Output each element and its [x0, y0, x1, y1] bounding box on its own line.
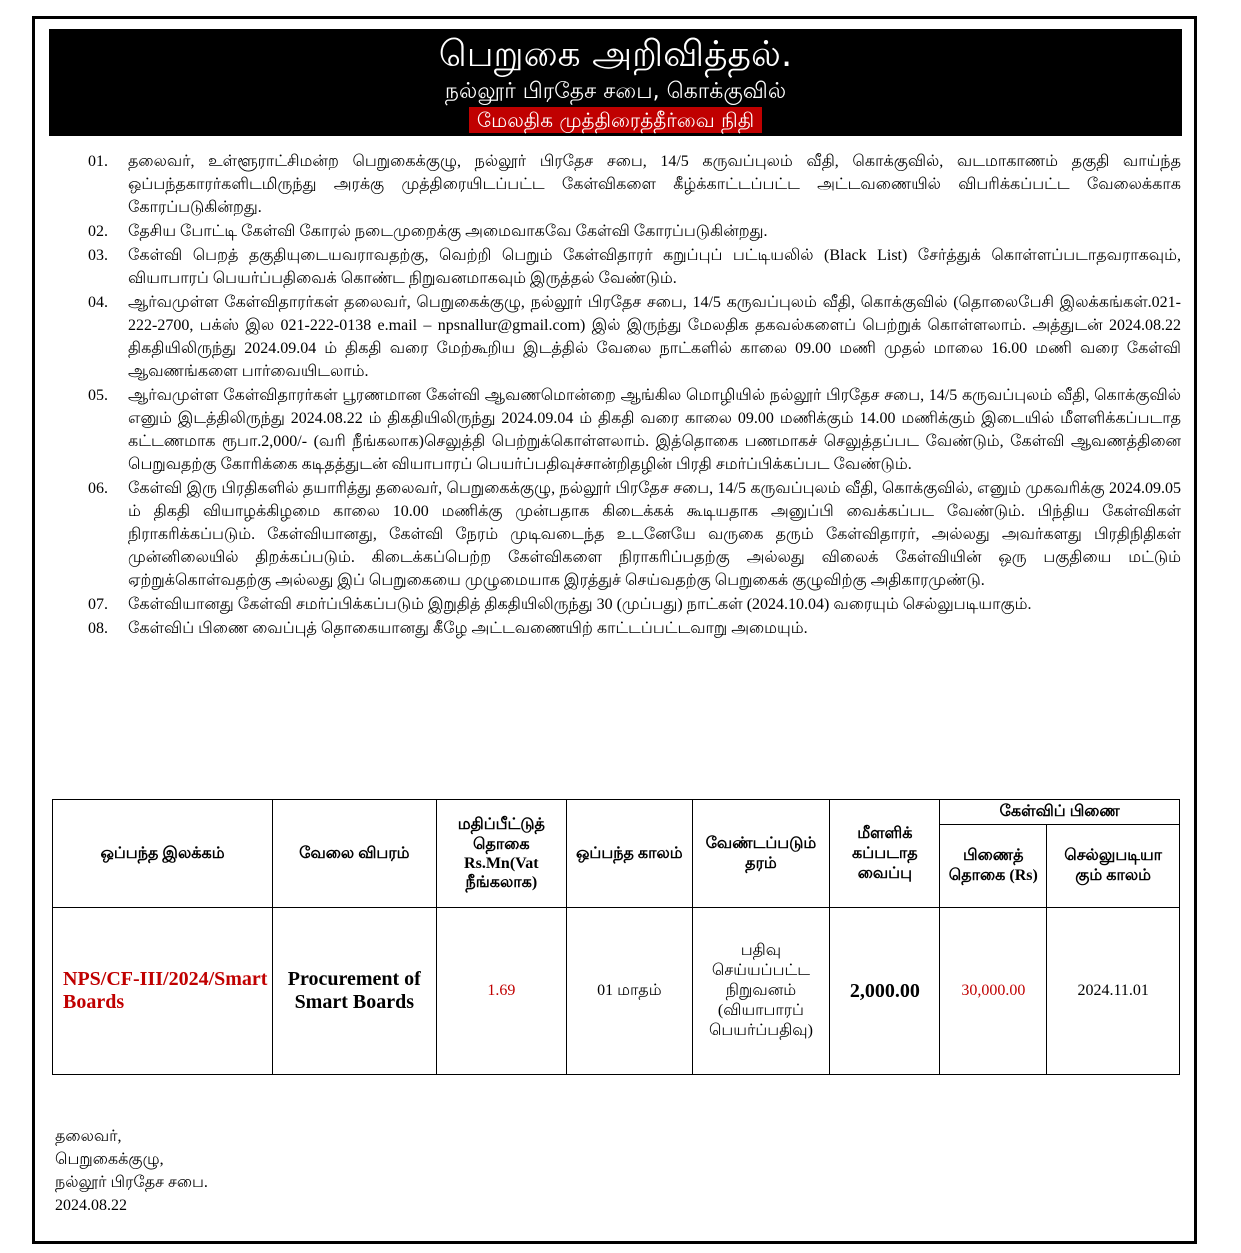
nonrefundable-deposit: 2,000.00: [830, 908, 940, 1075]
item-number: 08.: [88, 620, 108, 637]
notice-items: [88, 150, 1181, 641]
item-number: 06.: [88, 480, 108, 497]
item-number: 01.: [88, 153, 108, 170]
table-header-row: [53, 800, 1180, 825]
list-item: [88, 150, 1181, 219]
council-name: நல்லூர் பிரதேச சபை, கொக்குவில்: [444, 79, 787, 104]
item-number: 03.: [88, 247, 108, 264]
header-bond-group: கேள்விப் பிணை: [940, 800, 1180, 825]
item-text: கேள்விப் பிணை வைப்புத் தொகையானது கீழே அட்டவணையிற் காட்டப்பட்டவாறு அமையும்.: [128, 620, 808, 637]
estimate-value: 1.69: [436, 908, 567, 1075]
fund-label: மேலதிக முத்திரைத்தீர்வை நிதி: [469, 107, 762, 133]
bond-amount: 30,000.00: [940, 908, 1047, 1075]
item-text: கேள்வி பெறத் தகுதியுடையவராவதற்கு, வெற்றி பெறும் கேள்விதாரர் கறுப்புப் பட்டியலில் (Black List) சேர்த்துக் கொள்ளப்படாதவராகவும், வியாபாரப் பெயர்ப்பதிவைக் கொண்ட நிறுவனமாகவும் இருத்தல் வேண்டும்.: [128, 247, 1181, 287]
signature-date: 2024.08.22: [55, 1197, 127, 1214]
item-text: தேசிய போட்டி கேள்வி கோரல் நடைமுறைக்கு அமைவாகவே கேள்வி கோரப்படுகின்றது.: [128, 223, 768, 240]
header-bond-amount: பிணைத் தொகை (Rs): [940, 825, 1047, 908]
item-number: 05.: [88, 387, 108, 404]
header-nonrefund: மீளளிக் கப்படாத வைப்பு: [830, 800, 940, 908]
list-item: [88, 244, 1181, 290]
item-text: தலைவர், உள்ளூராட்சிமன்ற பெறுகைக்குழு, நல்லூர் பிரதேச சபை, 14/5 கருவப்புலம் வீதி, கொக்குவில், வடமாகாணம் தகுதி வாய்ந்த ஒப்பந்தகாரர்களிடமிருந்து அரக்கு முத்திரையிடப்பட்ட கேள்விகளை கீழ்க்காட்டப்பட்ட அட்டவணையில் விபரிக்கப்பட்ட வேலைக்காக கோரப்படுகின்றது.: [128, 153, 1181, 216]
list-item: [88, 220, 1181, 243]
header-work: வேலை விபரம்: [273, 800, 436, 908]
tender-table: [52, 799, 1180, 1075]
signature-council: நல்லூர் பிரதேச சபை.: [55, 1174, 208, 1191]
item-text: ஆர்வமுள்ள கேள்விதாரர்கள் தலைவர், பெறுகைக்குழு, நல்லூர் பிரதேச சபை, 14/5 கருவப்புலம் வீதி, கொக்குவில் (தொலைபேசி இலக்கங்கள்.021-222-2700, பக்ஸ் இல 021-222-0138 e.mail – npsnallur@gmail.com) இல் இருந்து மேலதிக தகவல்களைப் பெற்றுக் கொள்ளலாம். அத்துடன் 2024.08.22 திகதியிலிருந்து 2024.09.04 ம் திகதி வரை மேற்கூறிய இடத்தில் வேலை நாட்களில் காலை 09.00 மணி முதல் மாலை 16.00 மணி வரை கேள்வி ஆவணங்களை பார்வையிடலாம்.: [128, 294, 1181, 380]
item-number: 02.: [88, 223, 108, 240]
signature-block: [55, 1125, 208, 1217]
item-text: கேள்வியானது கேள்வி சமர்ப்பிக்கப்படும் இறுதித் திகதியிலிருந்து 30 (முப்பது) நாட்கள் (2024.10.04) வரையும் செல்லுபடியாகும்.: [128, 596, 1032, 613]
list-item: [88, 593, 1181, 616]
notice-title: பெறுகை அறிவித்தல்.: [438, 34, 793, 75]
header-contract-no: ஒப்பந்த இலக்கம்: [53, 800, 273, 908]
header-estimate: மதிப்பீட்டுத் தொகை Rs.Mn(Vat நீங்கலாக): [436, 800, 567, 908]
list-item: [88, 617, 1181, 640]
notice-header: [49, 29, 1182, 136]
list-item: [88, 384, 1181, 476]
item-text: ஆர்வமுள்ள கேள்விதாரர்கள் பூரணமான கேள்வி ஆவணமொன்றை ஆங்கில மொழியில் நல்லூர் பிரதேச சபை, 14/5 கருவப்புலம் வீதி, கொக்குவில் எனும் இடத்திலிருந்து 2024.08.22 ம் திகதியிலிருந்து 2024.09.04 ம் திகதி வரை காலை 09.00 மணிக்கும் 14.00 மணிக்கும் இடையில் மீளளிக்கப்படாத கட்டணமாக ரூபா.2,000/- (வரி நீங்கலாக)செலுத்தி பெற்றுக்கொள்ளலாம். இத்தொகை பணமாகச் செலுத்தப்பட வேண்டும், கேள்வி ஆவணத்தினை பெறுவதற்கு கோரிக்கை கடிதத்துடன் வியாபாரப் பெயர்ப்பதிவுச்சான்றிதழின் பிரதி சமர்ப்பிக்கப்பட வேண்டும்.: [128, 387, 1181, 473]
signature-committee: பெறுகைக்குழு,: [55, 1151, 164, 1168]
item-number: 04.: [88, 294, 108, 311]
item-number: 07.: [88, 596, 108, 613]
list-item: [88, 477, 1181, 592]
header-period: ஒப்பந்த காலம்: [567, 800, 692, 908]
contract-period: 01 மாதம்: [567, 908, 692, 1075]
signature-title: தலைவர்,: [55, 1128, 122, 1145]
required-grade: பதிவு செய்யப்பட்ட நிறுவனம் (வியாபாரப் பெயர்ப்பதிவு): [692, 908, 830, 1075]
header-validity: செல்லுபடியா கும் காலம்: [1047, 825, 1180, 908]
table-row: [53, 908, 1180, 1075]
list-item: [88, 291, 1181, 383]
header-grade: வேண்டப்படும் தரம்: [692, 800, 830, 908]
contract-number: NPS/CF-III/2024/Smart Boards: [53, 908, 273, 1075]
item-text: கேள்வி இரு பிரதிகளில் தயாரித்து தலைவர், பெறுகைக்குழு, நல்லூர் பிரதேச சபை, 14/5 கருவப்புலம் வீதி, கொக்குவில், எனும் முகவரிக்கு 2024.09.05 ம் திகதி வியாழக்கிழமை காலை 10.00 மணிக்கு முன்பதாக கிடைக்கக் கூடியதாக அனுப்பி வைக்கப்பட வேண்டும். பிந்திய கேள்விகள் நிராகரிக்கப்படும். கேள்வியானது, கேள்வி நேரம் முடிவடைந்த உடனேயே வருகை தரும் கேள்விதாரர், அல்லது அவர்களது பிரதிநிதிகள் முன்னிலையில் திறக்கப்படும். கிடைக்கப்பெற்ற கேள்விகளை நிராகரிப்பதற்கு அல்லது விலைக் கேள்வியின் ஒரு பகுதியை மட்டும் ஏற்றுக்கொள்வதற்கு அல்லது இப் பெறுகையை முழுமையாக இரத்துச் செய்வதற்கு பெறுகைக் குழுவிற்கு அதிகாரமுண்டு.: [128, 480, 1181, 589]
work-description: Procurement of Smart Boards: [273, 908, 436, 1075]
validity-date: 2024.11.01: [1047, 908, 1180, 1075]
